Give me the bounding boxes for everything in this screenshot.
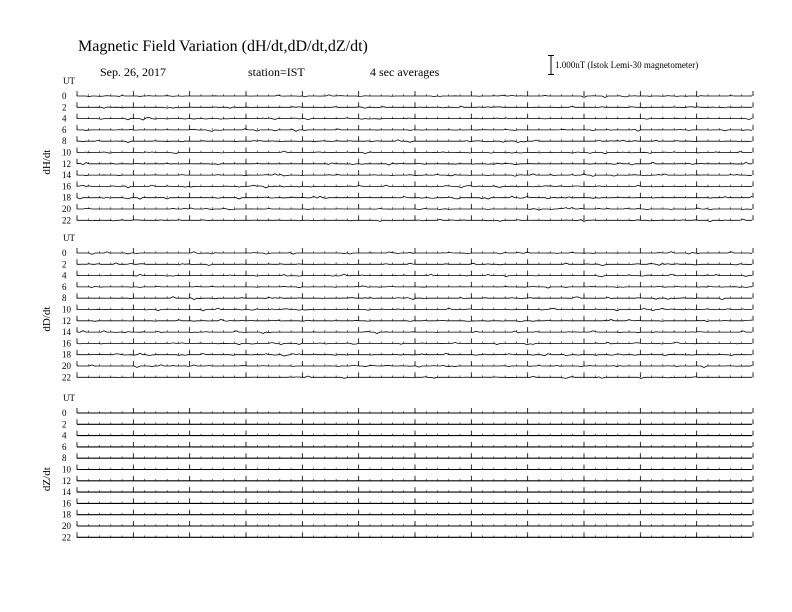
panel-1-ut-label: UT xyxy=(63,76,75,86)
row-hour-label: 10 xyxy=(62,464,71,475)
row-hour-label: 20 xyxy=(62,521,71,531)
row-hour-label: 10 xyxy=(62,147,71,158)
row-hour-label: 6 xyxy=(62,281,67,292)
panel-3-ut-label: UT xyxy=(63,393,75,403)
row-hour-label: 16 xyxy=(62,338,71,349)
row-hour-label: 2 xyxy=(62,102,67,113)
chart-title: Magnetic Field Variation (dH/dt,dD/dt,dZ/dt) xyxy=(78,38,368,55)
row-hour-label: 16 xyxy=(62,181,71,192)
panel-2-ylabel: dD/dt xyxy=(41,306,53,332)
panel-3-ylabel: dZ/dt xyxy=(41,467,53,492)
row-hour-label: 14 xyxy=(62,487,71,498)
panel-1-ylabel: dH/dt xyxy=(41,149,53,175)
row-hour-label: 18 xyxy=(62,192,71,203)
row-hour-label: 14 xyxy=(62,327,71,338)
row-hour-label: 8 xyxy=(62,453,67,464)
date-label: Sep. 26, 2017 xyxy=(100,65,166,79)
row-hour-label: 8 xyxy=(62,136,67,147)
scale-label: 1.000nT (Istok Lemi-30 magnetometer) xyxy=(555,60,699,70)
row-hour-label: 6 xyxy=(62,124,67,135)
averaging-label: 4 sec averages xyxy=(370,65,440,79)
row-hour-label: 8 xyxy=(62,293,67,304)
row-hour-label: 20 xyxy=(62,361,71,371)
row-hour-label: 12 xyxy=(62,315,71,326)
row-hour-label: 14 xyxy=(62,170,71,181)
panel-2-ut-label: UT xyxy=(63,233,75,243)
row-hour-label: 4 xyxy=(62,430,67,441)
row-hour-label: 12 xyxy=(62,475,71,486)
row-hour-label: 18 xyxy=(62,349,71,360)
row-hour-label: 18 xyxy=(62,509,71,520)
row-hour-label: 2 xyxy=(62,259,67,270)
row-hour-label: 0 xyxy=(62,91,67,101)
row-hour-label: 0 xyxy=(62,408,67,418)
row-hour-label: 12 xyxy=(62,158,71,169)
row-hour-label: 6 xyxy=(62,441,67,452)
row-hour-label: 4 xyxy=(62,113,67,124)
row-hour-label: 20 xyxy=(62,204,71,214)
row-hour-label: 10 xyxy=(62,304,71,315)
row-hour-label: 22 xyxy=(62,372,71,383)
row-hour-label: 2 xyxy=(62,419,67,430)
row-hour-label: 0 xyxy=(62,248,67,258)
row-hour-label: 16 xyxy=(62,498,71,509)
row-hour-label: 22 xyxy=(62,215,71,226)
station-label: station=IST xyxy=(248,65,305,79)
row-hour-label: 22 xyxy=(62,532,71,543)
row-hour-label: 4 xyxy=(62,270,67,281)
